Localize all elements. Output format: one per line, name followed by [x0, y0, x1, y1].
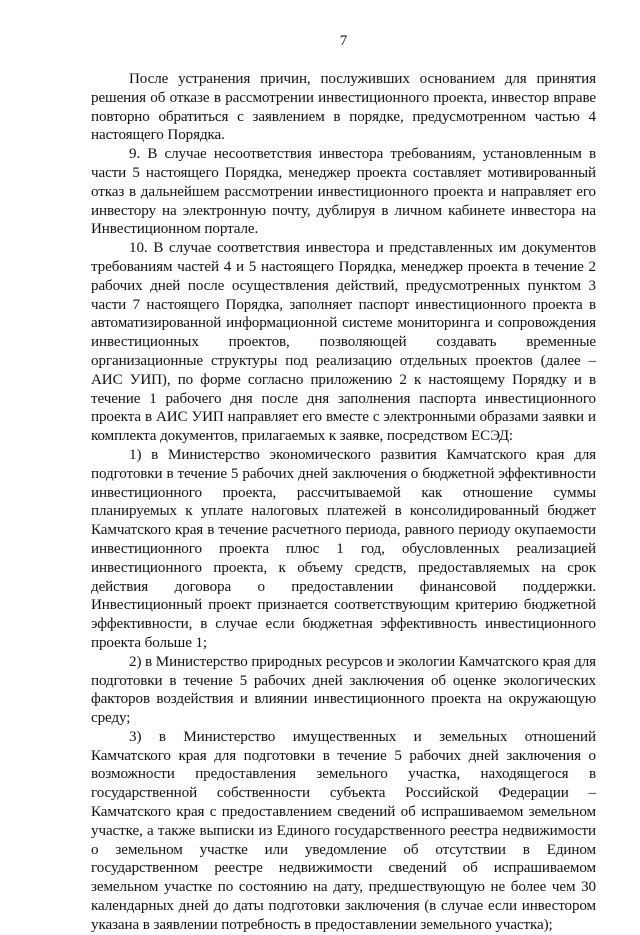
paragraph-subitem-1: 1) в Министерство экономического развития Камчатского края для подготовки в течение 5 рабочих дней заключения о бюджетной эффективности инвестиционного проекта, рассчитываемой как отношение суммы планируемых к уплате налоговых платежей в консолидированный бюджет Камчатского края в течение расчетного периода, равного периоду окупаемости инвестиционного проекта плюс 1 год, обусловленных реализацией инвестиционного проекта, к объему средств, предоставляемых на срок действия договора о предоставлении финансовой поддержки. Инвестиционный проект признается соответствующим критерию бюджетной эффективности, в случае если бюджетная эффективность инвестиционного проекта больше 1;	[91, 446, 596, 651]
paragraph-subitem-3: 3) в Министерство имущественных и земельных отношений Камчатского края для подготовки в течение 5 рабочих дней заключения о возможности предоставления земельного участка, находящегося в государственной собственности субъекта Российской Федерации – Камчатского края с предоставлением сведений об испрашиваемом земельном участке, а также выписки из Единого государственного реестра недвижимости о земельном участке или уведомление об отсутствии в Едином государственном реестре недвижимости сведений об испрашиваемом земельном участке по состоянию на дату, предшествующую не более чем 30 календарных дней до даты подготовки заключения (в случае если инвестором указана в заявлении потребность в предоставлении земельного участка);	[91, 728, 596, 933]
paragraph-subitem-2: 2) в Министерство природных ресурсов и экологии Камчатского края для подготовки в течение 5 рабочих дней заключения об оценке экологических факторов воздействия и влиянии инвестиционного проекта на окружающую среду;	[91, 653, 596, 727]
paragraph-resubmission: После устранения причин, послуживших основанием для принятия решения об отказе в рассмотрении инвестиционного проекта, инвестор вправе повторно обратиться с заявлением в порядке, предусмотренном частью 4 настоящего Порядка.	[91, 71, 596, 144]
page-number: 7	[339, 33, 348, 49]
paragraph-item-10: 10. В случае соответствия инвестора и представленных им документов требованиям частей 4 и 5 настоящего Порядка, менеджер проекта в течение 2 рабочих дней после осуществления действий, предусмотренных пунктом 3 части 7 настоящего Порядка, заполняет паспорт инвестиционного проекта в автоматизированной информационной системе мониторинга и сопровождения инвестиционных проектов, позволяющей создавать временные организационные структуры под реализацию отдельных проектов (далее – АИС УИП), по форме согласно приложению 2 к настоящему Порядку и в течение 1 рабочего дня после дня заполнения паспорта инвестиционного проекта в АИС УИП направляет его вместе с электронными образами заявки и комплекта документов, прилагаемых к заявке, посредством ЕСЭД:	[91, 240, 596, 445]
paragraph-item-9: 9. В случае несоответствия инвестора требованиям, установленным в части 5 настоящего Порядка, менеджер проекта составляет мотивированный отказ в дальнейшем рассмотрении инвестиционного проекта и направляет его инвестору на электронную почту, дублируя в личном кабинете инвестора на Инвестиционном портале.	[91, 146, 596, 238]
